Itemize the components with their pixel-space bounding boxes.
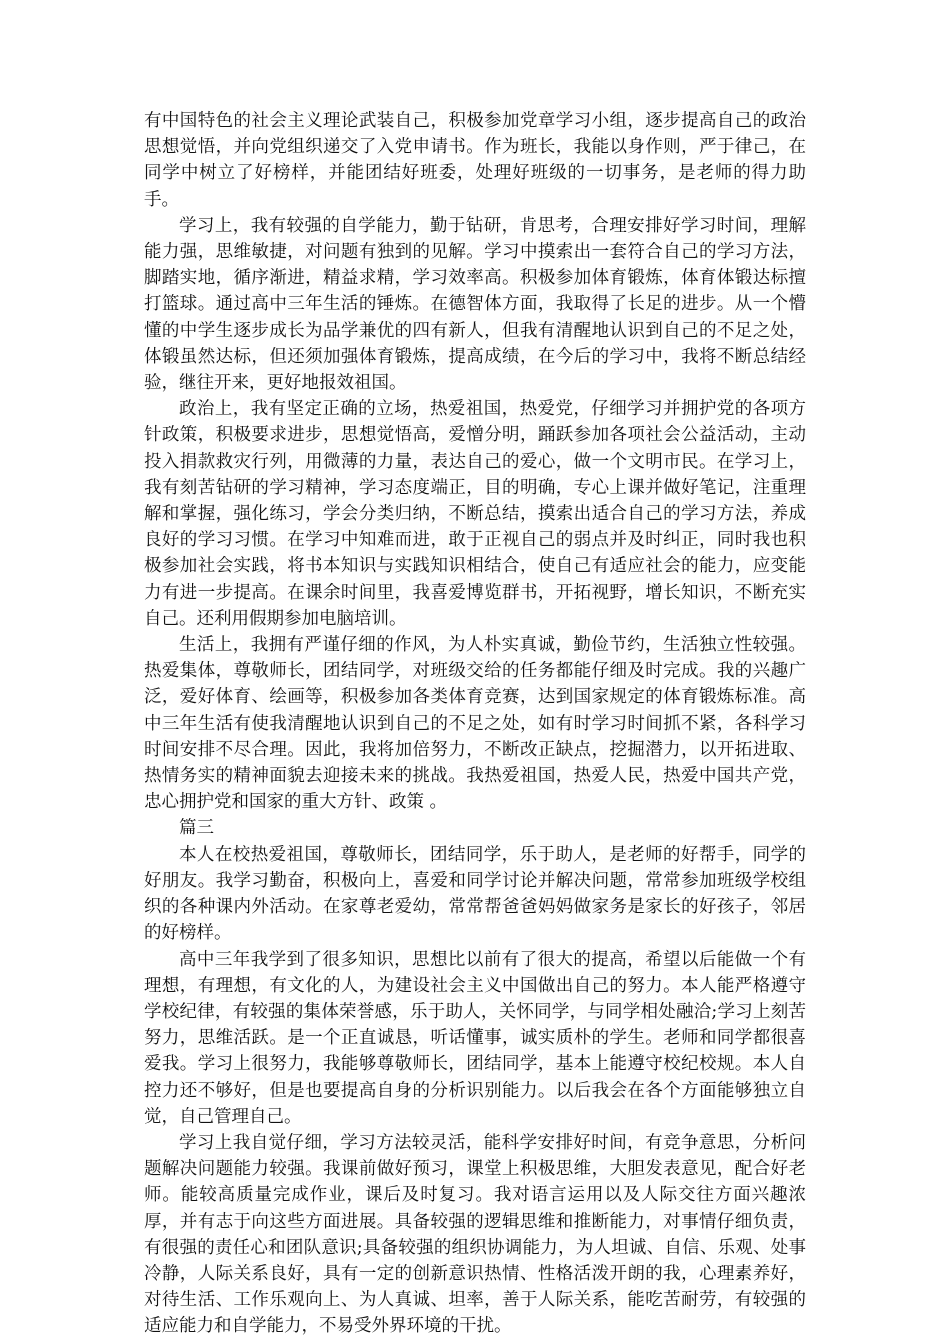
paragraph-high-school: 高中三年我学到了很多知识，思想比以前有了很大的提高，希望以后能做一个有理想，有理想，有文化的人，为建设社会主义中国做出自己的努力。本人能严格遵守学校纪律，有较强的集体荣誉感，乐于助人，关怀同学，与同学相处融洽;学习上刻苦努力，思维活跃。是一个正直诚恳，听话懂事，诚实质朴的学生。老师和同学都很喜爱我。学习上很努力，我能够尊敬师长，团结同学，基本上能遵守校纪校规。本人自控力还不够好，但是也要提高自身的分析识别能力。以后我会在各个方面能够独立自觉，自己管理自己。 (144, 949, 806, 1127)
paragraph-party-application: 有中国特色的社会主义理论武装自己，积极参加党章学习小组，逐步提高自己的政治思想觉悟，并向党组织递交了入党申请书。作为班长，我能以身作则，严于律己，在同学中树立了好榜样，并能团结好班委，处理好班级的一切事务，是老师的得力助手。 (144, 111, 806, 210)
document-page (144, 108, 806, 1340)
paragraph-school: 本人在校热爱祖国，尊敬师长，团结同学，乐于助人，是老师的好帮手，同学的好朋友。我学习勤奋，积极向上，喜爱和同学讨论并解决问题，常常参加班级学校组织的各种课内外活动。在家尊老爱幼，常常帮爸爸妈妈做家务是家长的好孩子，邻居的好榜样。 (144, 844, 806, 944)
section-heading: 篇三 (179, 818, 214, 839)
paragraph-life: 生活上，我拥有严谨仔细的作风，为人朴实真诚，勤俭节约，生活独立性较强。热爱集体，尊敬师长，团结同学，对班级交给的任务都能仔细及时完成。我的兴趣广泛，爱好体育、绘画等，积极参加各类体育竞赛，达到国家规定的体育锻炼标准。高中三年生活有使我清醒地认识到自己的不足之处，如有时学习时间抓不紧，各科学习时间安排不尽合理。因此，我将加倍努力，不断改正缺点，挖掘潜力，以开拓进取、热情务实的精神面貌去迎接未来的挑战。我热爱祖国，热爱人民，热爱中国共产党，忠心拥护党和国家的重大方针、政策 。 (144, 635, 806, 813)
paragraph-politics: 政治上，我有坚定正确的立场，热爱祖国，热爱党，仔细学习并拥护党的各项方针政策，积极要求进步，思想觉悟高，爱憎分明，踊跃参加各项社会公益活动，主动投入捐款救灾行列，用微薄的力量，表达自己的爱心，做一个文明市民。在学习上，我有刻苦钻研的学习精神，学习态度端正，目的明确，专心上课并做好笔记，注重理解和掌握，强化练习，学会分类归纳，不断总结，摸索出适合自己的学习方法，养成良好的学习习惯。在学习中知难而进，敢于正视自己的弱点并及时纠正，同时我也积极参加社会实践，将书本知识与实践知识相结合，使自己有适应社会的能力，应变能力有进一步提高。在课余时间里，我喜爱博览群书，开拓视野，增长知识，不断充实自己。还利用假期参加电脑培训。 (144, 399, 806, 629)
paragraph-study-habits: 学习上我自觉仔细，学习方法较灵活，能科学安排好时间，有竞争意思，分析问题解决问题能力较强。我课前做好预习，课堂上积极思维，大胆发表意见，配合好老师。能较高质量完成作业，课后及时复习。我对语言运用以及人际交往方面兴趣浓厚，并有志于向这些方面进展。具备较强的逻辑思维和推断能力，对事情仔细负责，有很强的责任心和团队意识;具备较强的组织协调能力，为人坦诚、自信、乐观、处事冷静，人际关系良好，具有一定的创新意识热情、性格活泼开朗的我，心理素养好，对待生活、工作乐观向上、为人真诚、坦率，善于人际关系，能吃苦耐劳，有较强的适应能力和自学能力，不易受外界环境的干扰。 (144, 1132, 806, 1337)
paragraph-study: 学习上，我有较强的自学能力，勤于钻研，肯思考，合理安排好学习时间，理解能力强，思维敏捷，对问题有独到的见解。学习中摸索出一套符合自己的学习方法，脚踏实地，循序渐进，精益求精，学习效率高。积极参加体育锻炼，体育体锻达标擅打篮球。通过高中三年生活的锤炼。在德智体方面，我取得了长足的进步。从一个懵懂的中学生逐步成长为品学兼优的四有新人，但我有清醒地认识到自己的不足之处，体锻虽然达标，但还须加强体育锻炼，提高成绩，在今后的学习中，我将不断总结经验，继往开来，更好地报效祖国。 (144, 215, 806, 394)
